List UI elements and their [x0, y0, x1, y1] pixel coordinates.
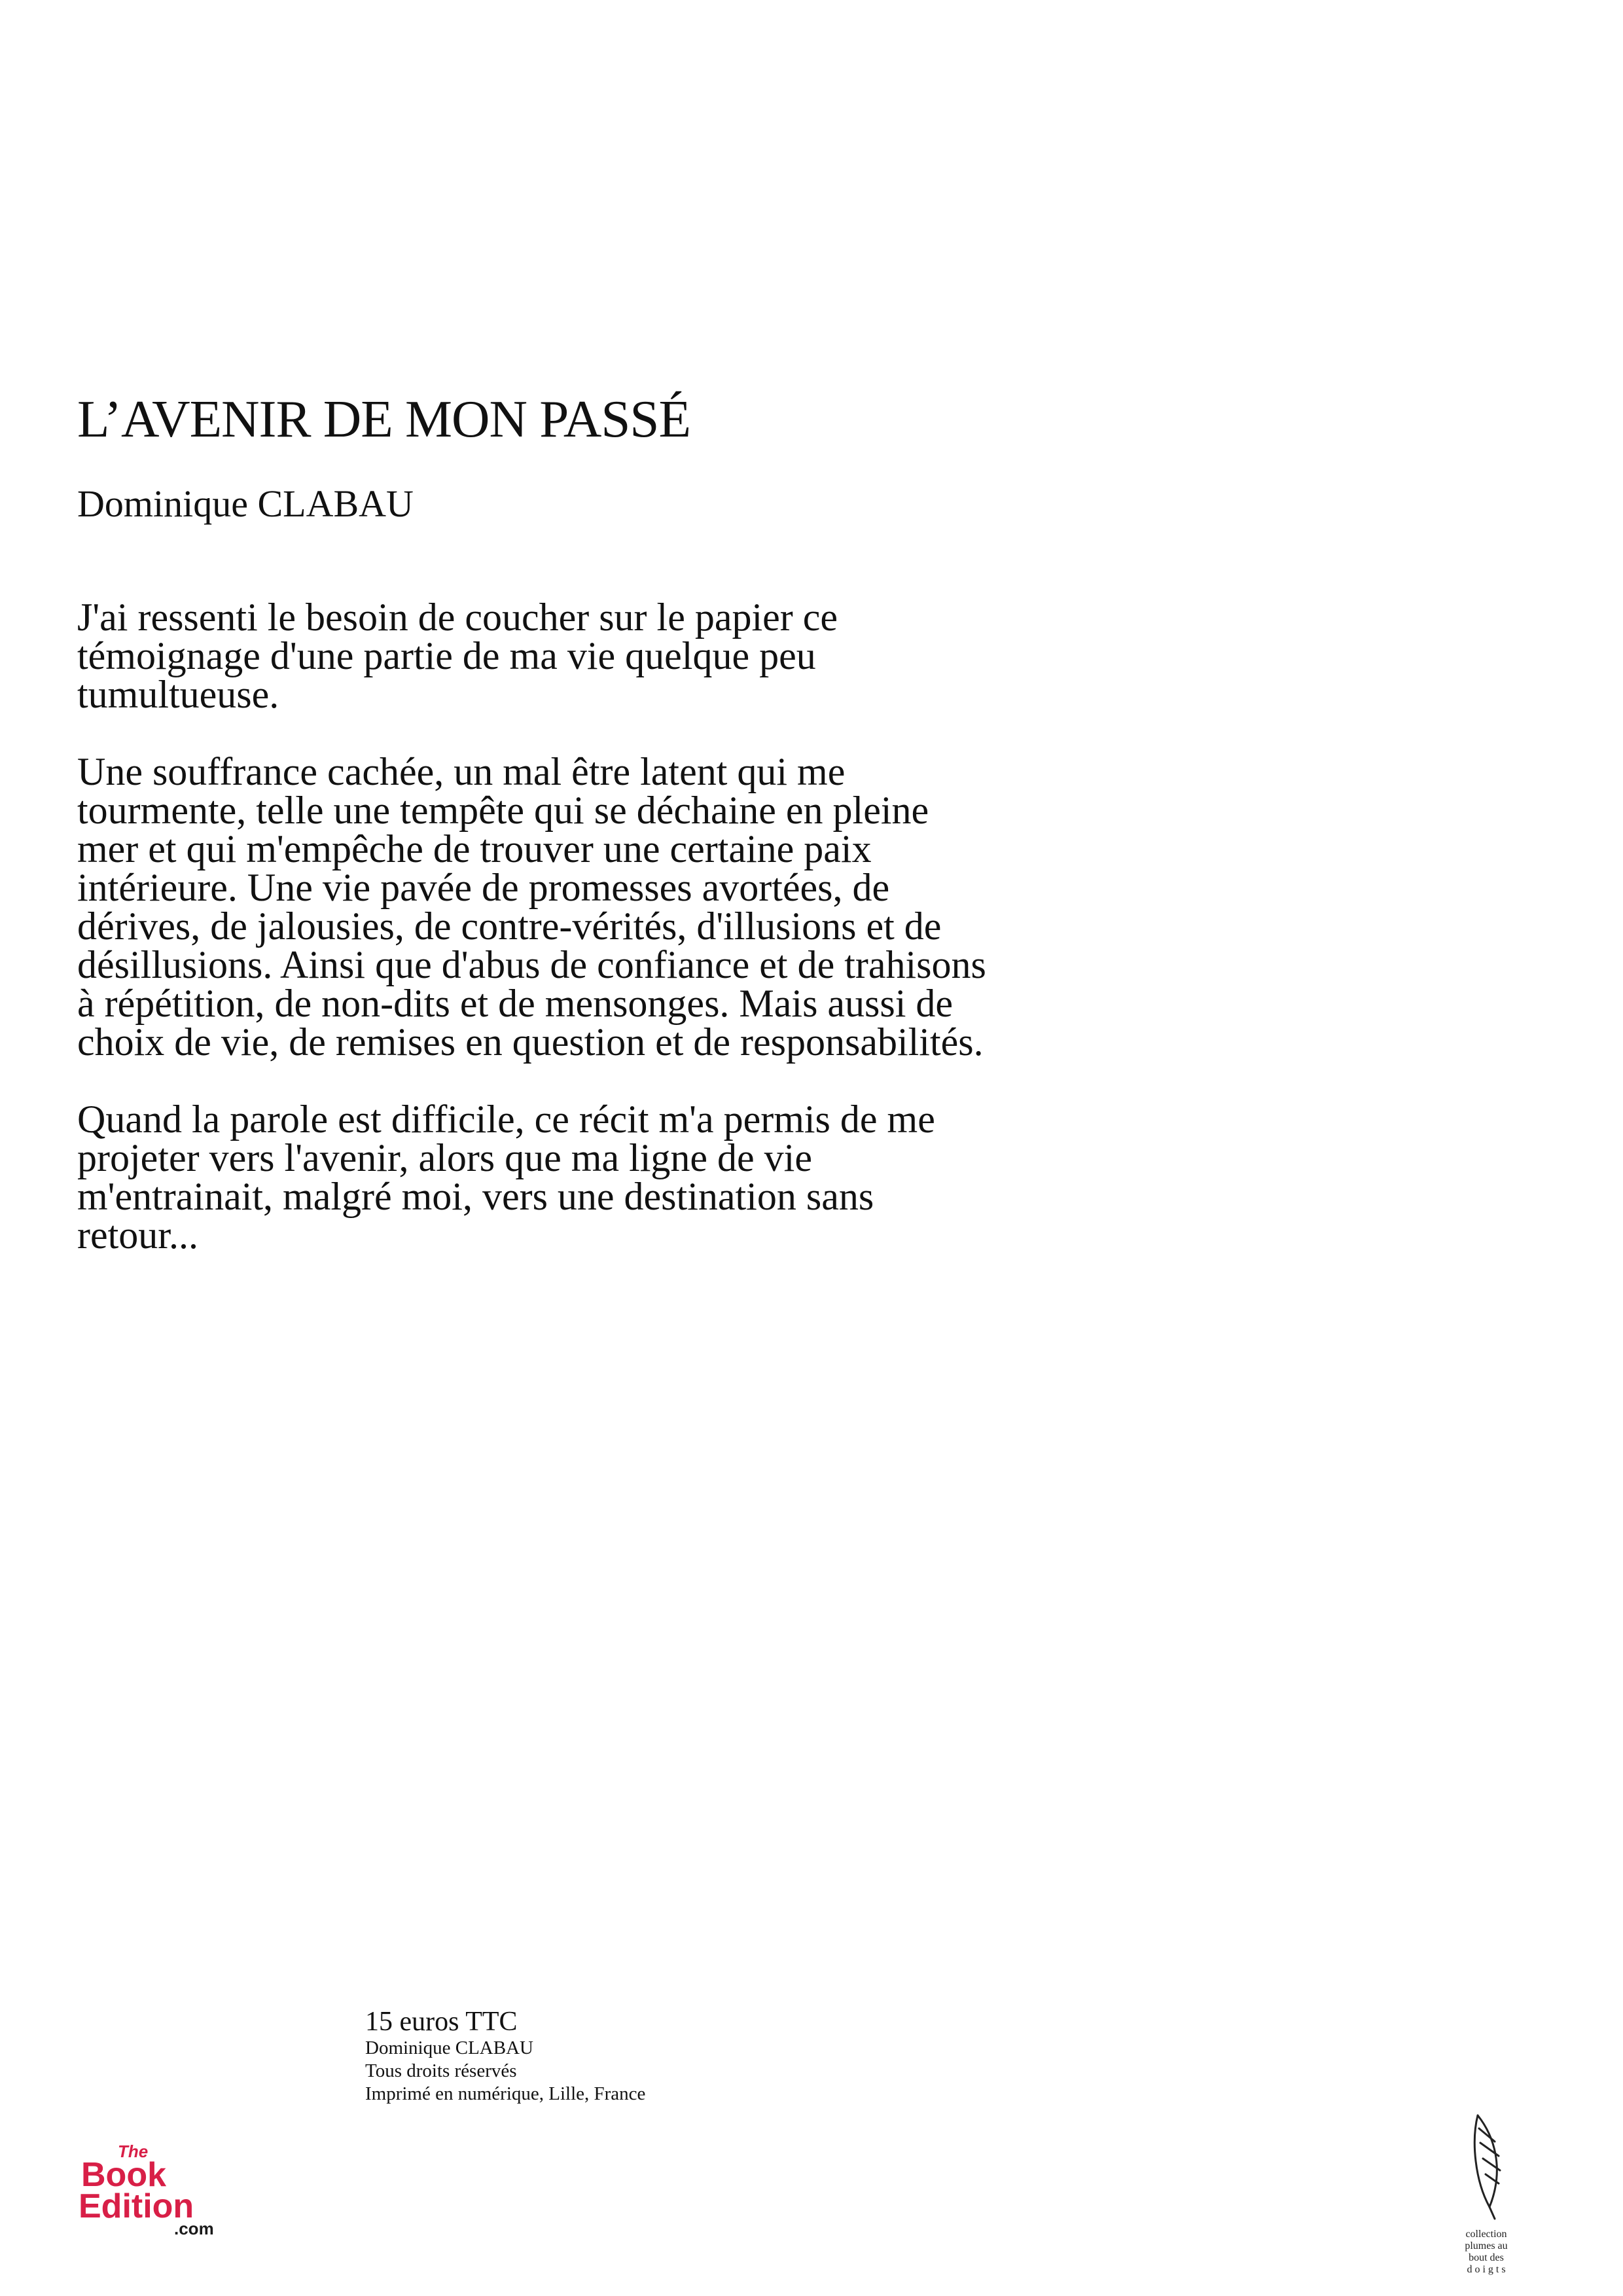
logo-book-text: Book [81, 2156, 166, 2194]
collection-mark-line-3: bout des [1469, 2252, 1504, 2263]
blurb-paragraph-1: J'ai ressenti le besoin de coucher sur le papier ce témoignage d'une partie de ma vie quelque peu tumultueuse. [77, 596, 838, 716]
collection-mark-line-2: plumes au [1465, 2240, 1508, 2251]
colophon [365, 2007, 645, 2106]
collection-mark-graphic [1437, 2102, 1535, 2287]
back-cover-blurb [77, 598, 1255, 1293]
collection-mark-line-1: collection [1465, 2229, 1507, 2240]
logo-the-text: The [118, 2142, 149, 2161]
blurb-paragraph-2: Une souffrance cachée, un mal être latent qui me tourmente, telle une tempête qui se déchaine en pleine mer et qui m'empêche de trouver une certaine paix intérieure. Une vie pavée de promesses avortées, de dérives, de jalousies, de contre-vérités, d'illusions et de désillusions. Ainsi que d'abus de confiance et de trahisons à répétition, de non-dits et de mensonges. Mais aussi de choix de vie, de remises en question et de responsabilités. [77, 750, 986, 1064]
logo-com-text: .com [174, 2219, 214, 2238]
colophon-author: Dominique CLABAU [365, 2037, 533, 2058]
blurb-paragraph-3: Quand la parole est difficile, ce récit m'a permis de me projeter vers l'avenir, alors que ma ligne de vie m'entrainait, malgré moi, vers une destination sans retour... [77, 1098, 935, 1257]
printing-notice: Imprimé en numérique, Lille, France [365, 2083, 646, 2104]
logo-edition-text: Edition [79, 2187, 194, 2225]
quill-feather-icon [1474, 2115, 1500, 2219]
publisher-logo-graphic [77, 2140, 241, 2238]
collection-mark-line-4: d o i g t s [1467, 2264, 1506, 2275]
collection-plumes-mark [1437, 2102, 1535, 2287]
book-author: Dominique CLABAU [77, 482, 414, 525]
rights-notice: Tous droits réservés [365, 2060, 517, 2081]
price-label: 15 euros TTC [365, 2007, 518, 2037]
book-title: L’AVENIR DE MON PASSÉ [77, 389, 690, 448]
the-book-edition-logo [77, 2140, 241, 2238]
